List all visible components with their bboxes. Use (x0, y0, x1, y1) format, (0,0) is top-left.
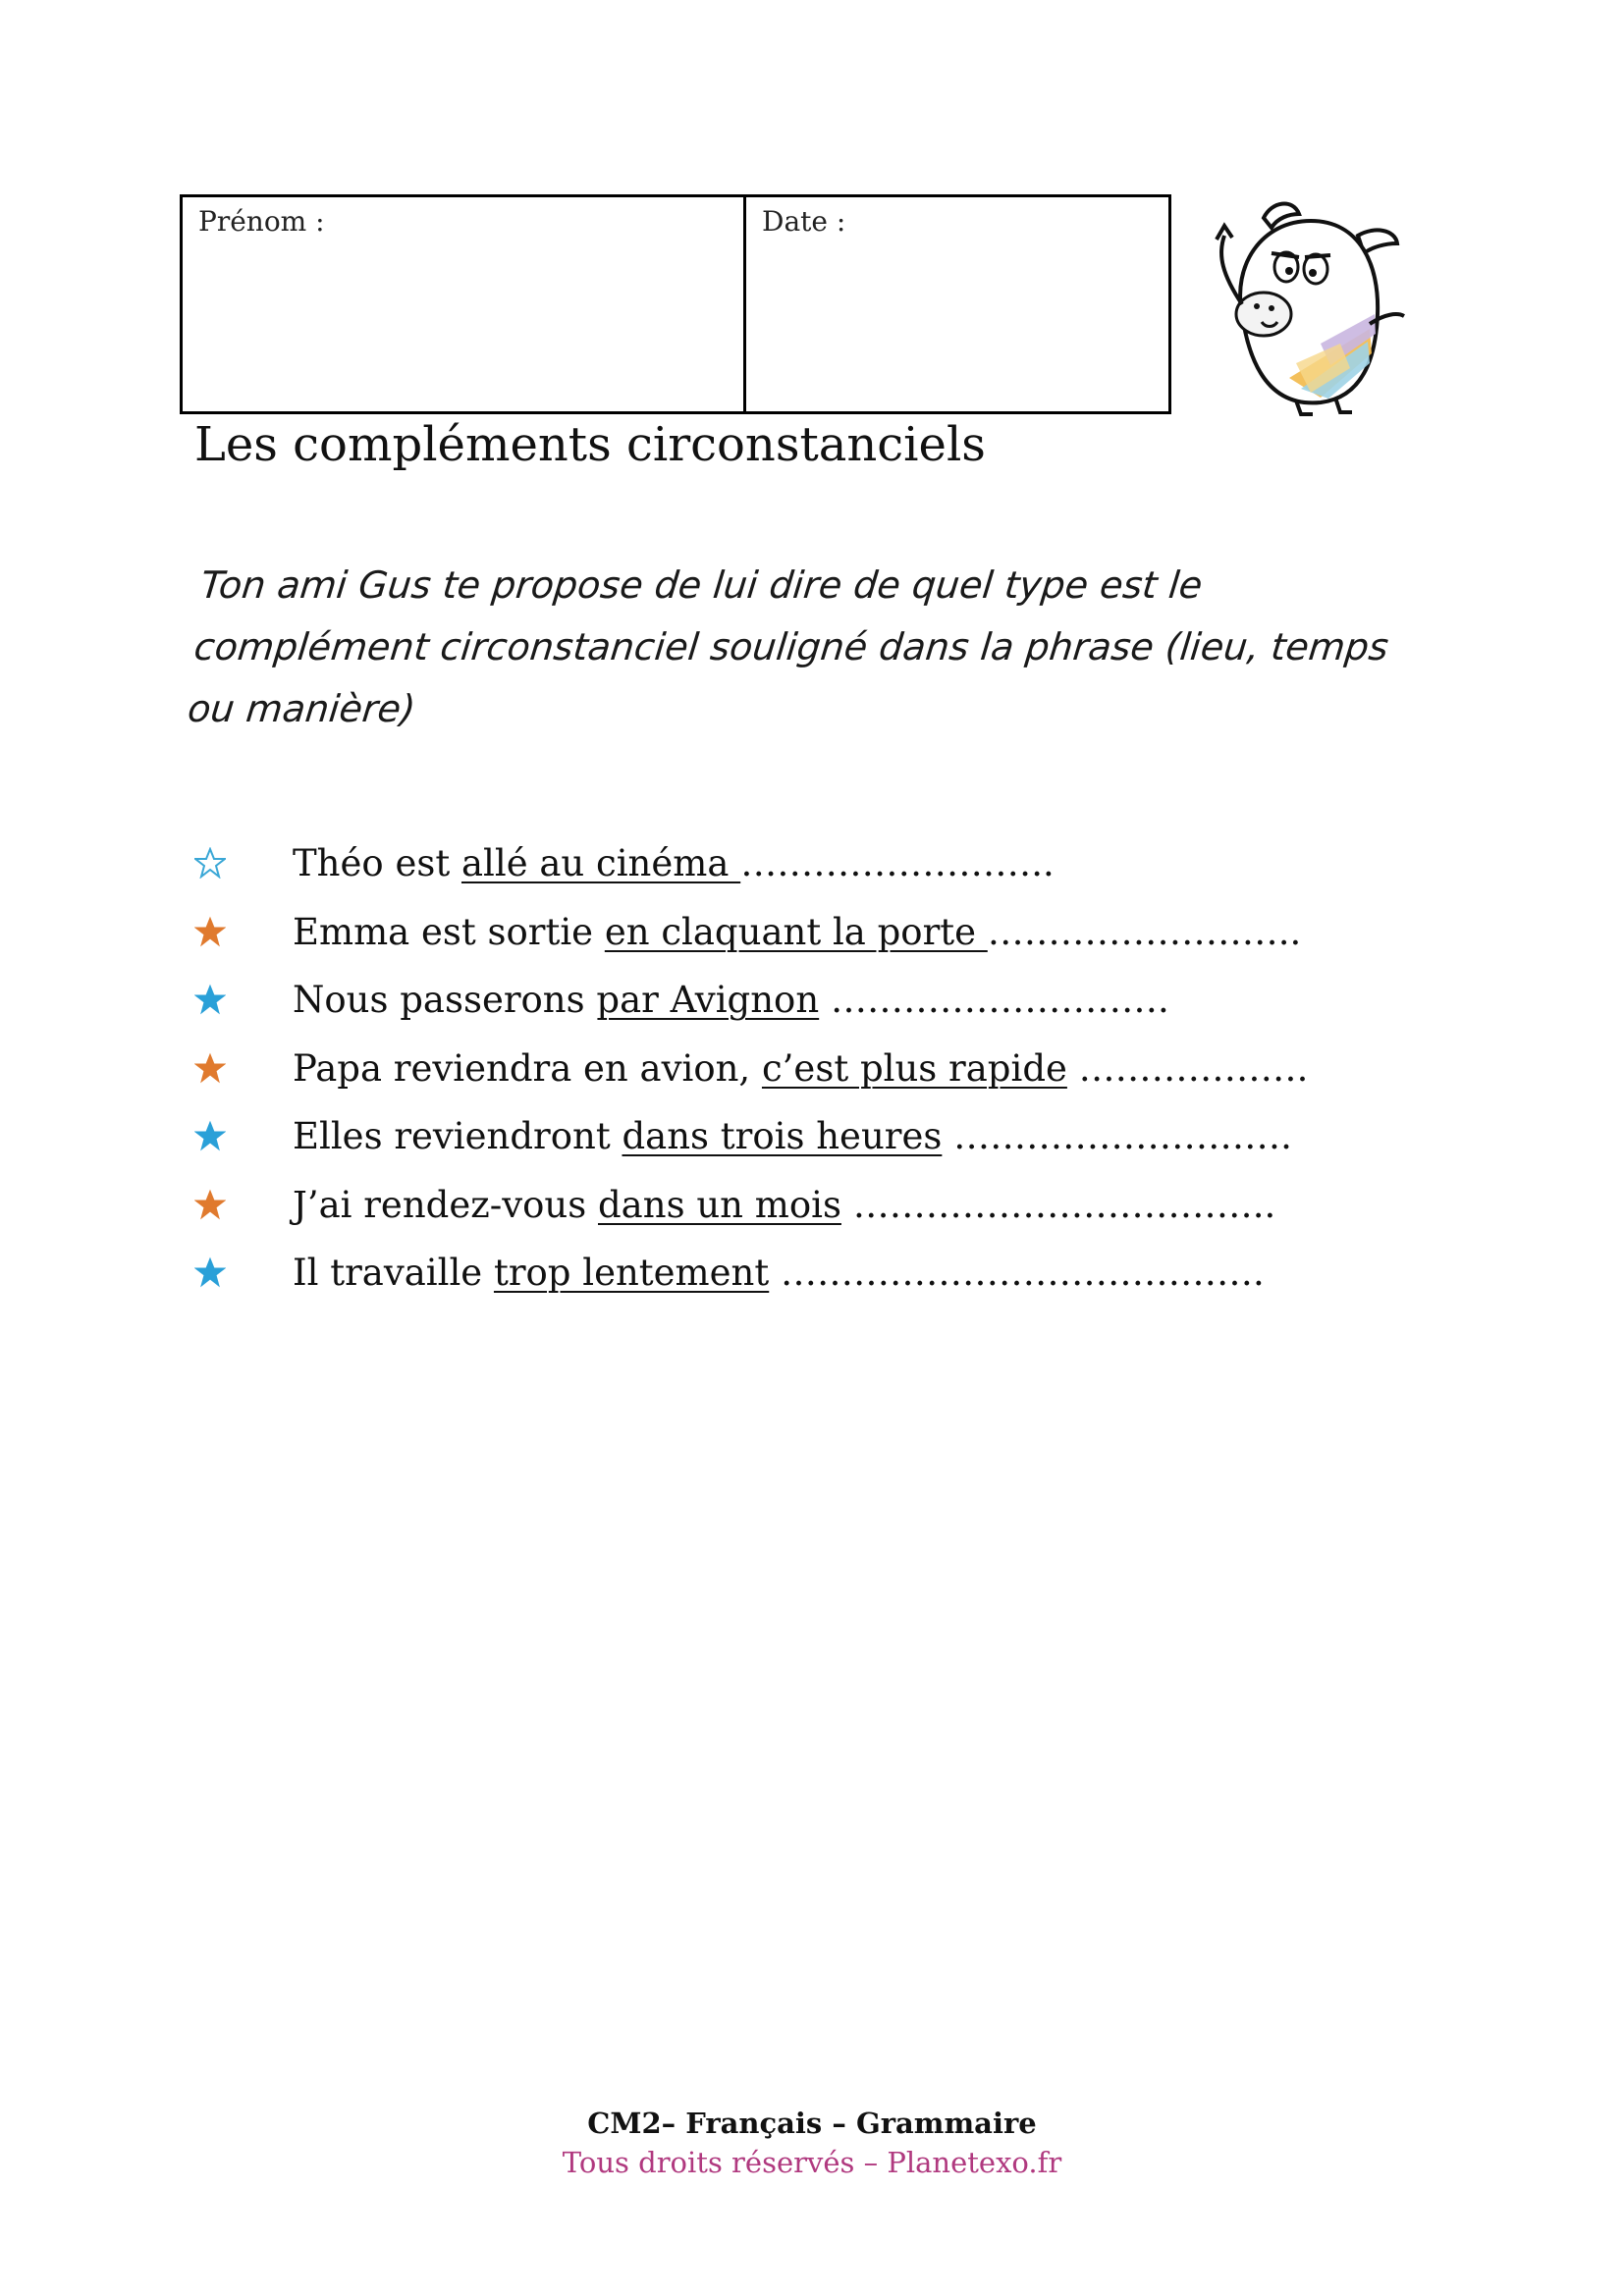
name-label: Prénom : (198, 205, 325, 238)
star-shape (195, 918, 225, 945)
star-icon (194, 1189, 226, 1220)
star-shape (195, 1054, 225, 1082)
star-icon (194, 984, 226, 1015)
sentence-end (1067, 1047, 1079, 1090)
sentence-start: Elles reviendront (293, 1115, 623, 1157)
underlined-complement: dans un mois (598, 1183, 841, 1226)
sentence-end (819, 979, 831, 1021)
sentence-start: Nous passerons (293, 979, 597, 1021)
exercise-sentence (293, 839, 1055, 888)
sentence-end (841, 1184, 853, 1226)
answer-blank[interactable]: ………………………. (953, 1115, 1292, 1157)
exercise-item (194, 908, 1471, 977)
footer-subject: CM2– Français – Grammaire (587, 2107, 1037, 2140)
student-info-box (180, 194, 1171, 414)
star-icon (194, 847, 226, 879)
sentence-start: J’ai rendez-vous (293, 1183, 598, 1226)
star-icon (194, 1256, 226, 1288)
date-label: Date : (762, 205, 846, 238)
exercise-sentence (293, 1044, 1308, 1094)
exercise-sentence (293, 976, 1169, 1025)
answer-blank[interactable]: …………………….. (987, 910, 1302, 953)
underlined-complement: par Avignon (596, 979, 820, 1021)
exercise-item (194, 1181, 1471, 1250)
exercise-item (194, 1249, 1471, 1317)
sentence-start: Papa reviendra en avion, (293, 1046, 762, 1090)
exercise-sentence (293, 1112, 1292, 1161)
exercise-sentence (293, 1181, 1275, 1230)
answer-blank[interactable]: …………………………….. (852, 1183, 1276, 1226)
answer-blank[interactable]: ………………. (1078, 1046, 1309, 1090)
underlined-complement: dans trois heures (622, 1115, 943, 1157)
exercise-item (194, 1044, 1471, 1113)
exercise-item (194, 976, 1471, 1044)
star-icon (194, 1052, 226, 1084)
footer-copyright: Tous droits réservés – Planetexo.fr (562, 2146, 1062, 2179)
exercise-item (194, 839, 1471, 908)
sentence-start: Il travaille (293, 1252, 494, 1294)
star-icon (194, 916, 226, 947)
star-shape (195, 1191, 225, 1218)
star-shape (195, 1258, 225, 1286)
gus-mascot-icon (1203, 196, 1414, 417)
sentence-end (942, 1115, 953, 1157)
exercise-sentence (293, 908, 1301, 957)
instruction-text: Ton ami Gus te propose de lui dire de quel type est le complément circonstanciel souligné dans la phrase (lieu, temps ou manière) (186, 563, 1391, 730)
exercise-sentence (293, 1249, 1265, 1298)
sentence-start: Théo est (293, 842, 461, 884)
sentence-start: Emma est sortie (293, 910, 605, 953)
page-title: Les compléments circonstanciels (194, 417, 986, 472)
star-icon (194, 1120, 226, 1151)
answer-blank[interactable]: …………………….. (740, 842, 1055, 884)
answer-blank[interactable]: ………………………. (830, 979, 1169, 1021)
exercise-list (194, 839, 1471, 1317)
sentence-end (769, 1252, 781, 1294)
name-field[interactable] (183, 197, 746, 411)
star-shape (195, 849, 225, 877)
star-shape (195, 986, 225, 1013)
star-shape (195, 1122, 225, 1149)
answer-blank[interactable]: …………………………………. (781, 1252, 1265, 1294)
date-field[interactable] (746, 197, 1168, 411)
underlined-complement: trop lentement (493, 1252, 770, 1294)
underlined-complement: c’est plus rapide (761, 1046, 1067, 1090)
underlined-complement: allé au cinéma (460, 842, 741, 884)
exercise-item (194, 1112, 1471, 1181)
underlined-complement: en claquant la porte (604, 910, 988, 953)
